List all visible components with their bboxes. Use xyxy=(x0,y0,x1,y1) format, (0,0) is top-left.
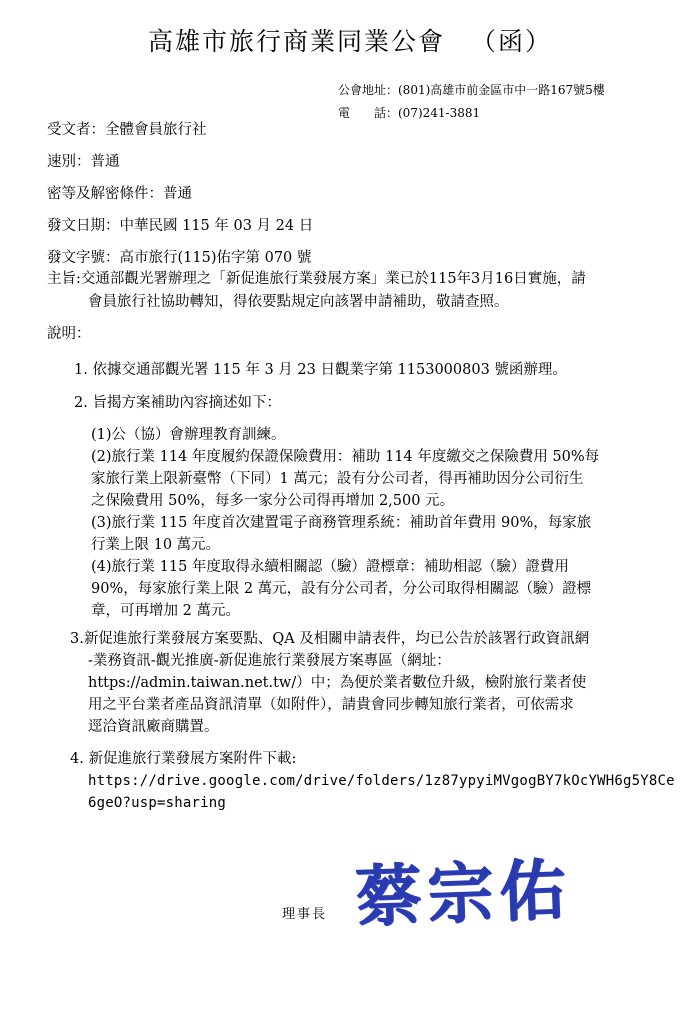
subsidy-item-4-line-2: 90%，每家旅行業上限 2 萬元，設有分公司者，分公司取得相關認（驗）證標 xyxy=(91,581,592,597)
document-type: （函） xyxy=(471,27,553,56)
subsidy-item-3-line-1: (3)旅行業 115 年度首次建置電子商務管理系統：補助首年費用 90%，每家旅 xyxy=(91,515,592,531)
subsidy-item-2-line-3: 之保險費用 50%，每多一家分公司得再增加 2,500 元。 xyxy=(91,493,455,509)
item-3-line-3: https://admin.taiwan.net.tw/）中；為便於業者數位升級，檢附旅行業者使 xyxy=(88,675,587,691)
item-3-line-5: 逕洽資訊廠商購置。 xyxy=(88,719,219,735)
chairman-label: 理事長 xyxy=(282,907,328,922)
document-number: 發文字號：高市旅行(115)佑字第 070 號 xyxy=(47,250,312,266)
recipient: 受文者：全體會員旅行社 xyxy=(47,122,207,138)
subsidy-item-4-line-1: (4)旅行業 115 年度取得永續相關認（驗）證標章：補助相認（驗）證費用 xyxy=(91,559,569,575)
item-4-line-1: 4. 新促進旅行業發展方案附件下載: xyxy=(70,751,297,767)
security-level: 密等及解密條件：普通 xyxy=(47,186,192,202)
attachment-link-continued[interactable]: 6geO?usp=sharing xyxy=(88,795,227,811)
explanation-item-4 xyxy=(70,748,685,814)
association-phone: 電 話：(07)241-3881 xyxy=(338,106,481,120)
association-name: 高雄市旅行商業同業公會 xyxy=(147,27,445,56)
chairman-signature: 蔡宗佑 xyxy=(353,850,573,936)
subject-line-2: 會員旅行社協助轉知，得依要點規定向該署申請補助，敬請查照。 xyxy=(88,294,509,310)
issue-date: 發文日期：中華民國 115 年 03 月 24 日 xyxy=(47,218,314,234)
item-3-line-1: 3.新促進旅行業發展方案要點、QA 及相關申請表件，均已公告於該署行政資訊網 xyxy=(70,631,590,647)
association-address: 公會地址：(801)高雄市前金區市中一路167號5樓 xyxy=(338,83,605,97)
subsidy-list xyxy=(91,424,681,622)
explanation-item-1: 1. 依據交通部觀光署 115 年 3 月 23 日觀業字第 1153000803 號函辦理。 xyxy=(74,362,567,378)
subject xyxy=(47,268,672,314)
subject-line-1: 主旨:交通部觀光署辦理之「新促進旅行業發展方案」業已於115年3月16日實施，請 xyxy=(47,271,586,287)
explanation-item-3 xyxy=(70,628,680,738)
attachment-link[interactable]: https://drive.google.com/drive/folders/1z87ypyiMVgogBY7kOcYWH6g5Y8Ce xyxy=(88,773,675,789)
subsidy-item-3-line-2: 行業上限 10 萬元。 xyxy=(91,537,221,553)
explanation-label: 說明： xyxy=(47,326,91,342)
speed: 速別：普通 xyxy=(47,154,120,170)
subsidy-item-4-line-3: 章，可再增加 2 萬元。 xyxy=(91,603,240,619)
subsidy-item-1: (1)公（協）會辦理教育訓練。 xyxy=(91,427,286,443)
subsidy-item-2-line-2: 家旅行業上限新臺幣（下同）1 萬元；設有分公司者，得再補助因分公司衍生 xyxy=(91,471,584,487)
document-title xyxy=(0,22,700,58)
explanation-item-2: 2. 旨揭方案補助內容摘述如下： xyxy=(74,395,281,411)
item-3-line-4: 用之平台業者產品資訊清單（如附件），請貴會同步轉知旅行業者，可依需求 xyxy=(88,697,574,713)
item-3-line-2: -業務資訊-觀光推廣-新促進旅行業發展方案專區（網址： xyxy=(88,653,451,669)
subsidy-item-2-line-1: (2)旅行業 114 年度履約保證保險費用：補助 114 年度繳交之保險費用 50%每 xyxy=(91,449,600,465)
